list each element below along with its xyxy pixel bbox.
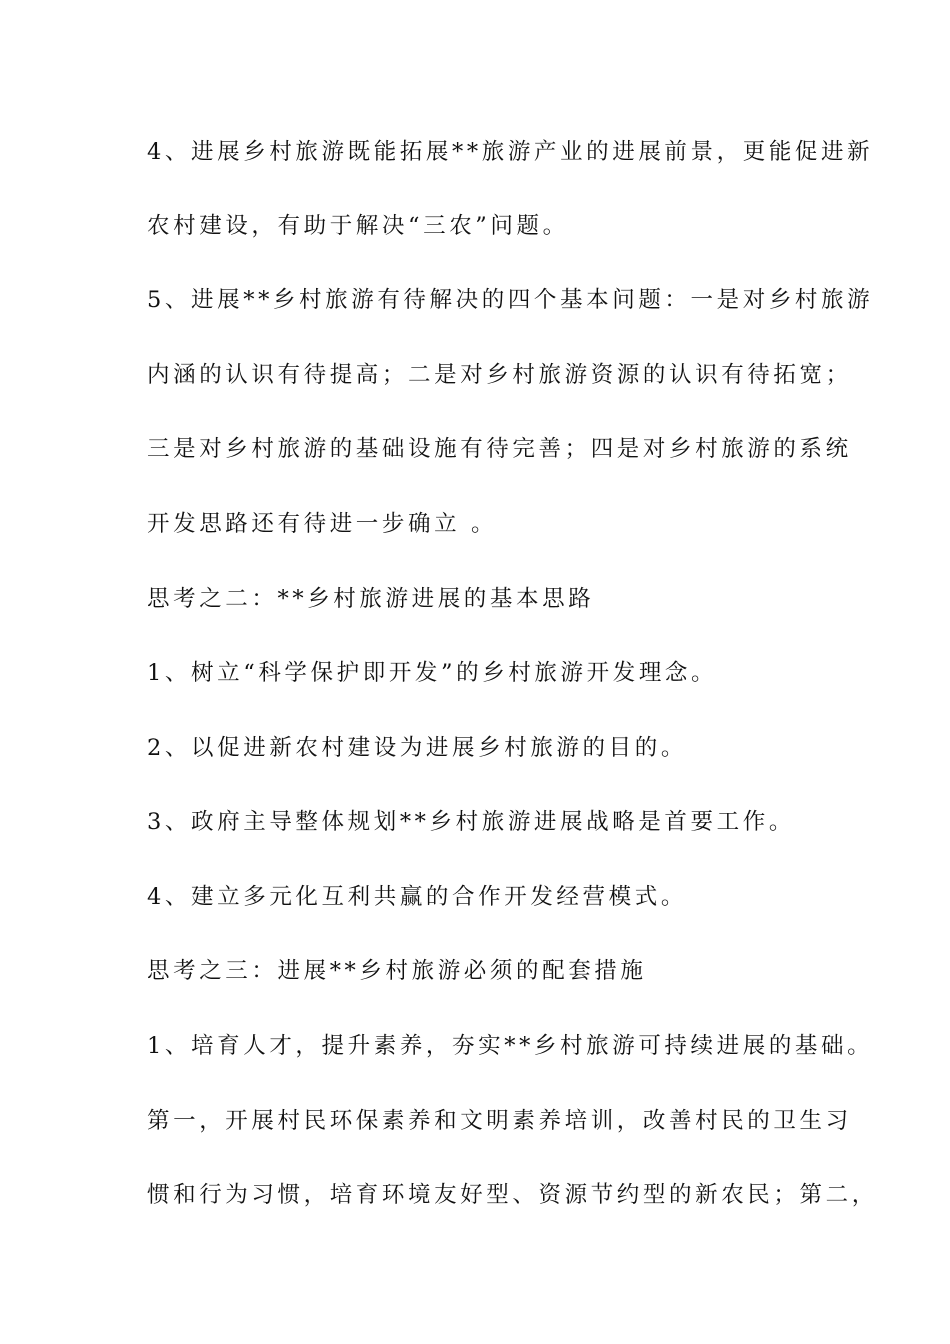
text-line-1: 4、进展乡村旅游既能拓展**旅游产业的进展前景，更能促进新 xyxy=(147,139,874,165)
text-line-15: 惯和行为习惯，培育环境友好型、资源节约型的新农民；第二， xyxy=(147,1182,878,1208)
text-line-14: 第一，开展村民环保素养和文明素养培训，改善村民的卫生习 xyxy=(147,1108,852,1134)
section-heading-3: 思考之三：进展**乡村旅游必须的配套措施 xyxy=(147,958,647,984)
text-line-13: 1、培育人才，提升素养，夯实**乡村旅游可持续进展的基础。 xyxy=(147,1033,874,1059)
text-line-5: 三是对乡村旅游的基础设施有待完善；四是对乡村旅游的系统 xyxy=(147,436,852,462)
text-line-9: 2、以促进新农村建设为进展乡村旅游的目的。 xyxy=(147,735,687,761)
text-line-11: 4、建立多元化互利共赢的合作开发经营模式。 xyxy=(147,884,687,910)
text-line-2: 农村建设，有助于解决“三农”问题。 xyxy=(147,213,569,239)
text-line-3: 5、进展**乡村旅游有待解决的四个基本问题：一是对乡村旅游 xyxy=(147,287,874,313)
text-line-6: 开发思路还有待进一步确立 。 xyxy=(147,511,498,537)
text-line-4: 内涵的认识有待提高；二是对乡村旅游资源的认识有待拓宽； xyxy=(147,362,852,388)
text-line-8: 1、树立“科学保护即开发”的乡村旅游开发理念。 xyxy=(147,660,718,686)
section-heading-2: 思考之二：**乡村旅游进展的基本思路 xyxy=(147,586,595,612)
text-line-10: 3、政府主导整体规划**乡村旅游进展战略是首要工作。 xyxy=(147,809,795,835)
